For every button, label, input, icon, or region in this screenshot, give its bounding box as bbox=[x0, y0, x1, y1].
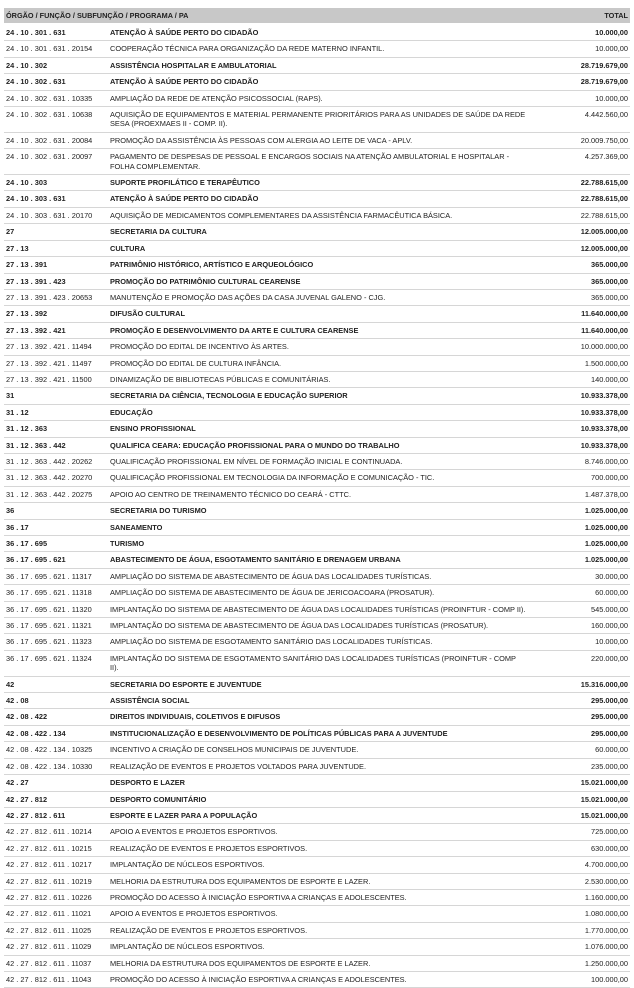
row-code: 42 . 08 . 422 . 134 . 10330 bbox=[6, 761, 93, 771]
row-description: SANEAMENTO bbox=[110, 522, 163, 532]
row-total: 11.640.000,00 bbox=[581, 325, 628, 335]
row-total: 12.005.000,00 bbox=[580, 227, 628, 237]
row-total: 1.076.000,00 bbox=[584, 942, 628, 952]
row-description: CULTURA bbox=[110, 243, 146, 253]
row-description: PROMOÇÃO E DESENVOLVIMENTO DA ARTE E CULTURA CEARENSE bbox=[110, 325, 359, 335]
row-description: TURISMO bbox=[110, 539, 145, 548]
table-row bbox=[4, 693, 630, 709]
row-description: ASSISTÊNCIA HOSPITALAR E AMBULATORIAL bbox=[110, 60, 277, 70]
row-description: PROMOÇÃO DO PATRIMÔNIO CULTURAL CEARENSE bbox=[110, 276, 301, 286]
row-code: 42 . 08 bbox=[6, 696, 29, 706]
row-total: 10.000,00 bbox=[595, 44, 628, 54]
row-code: 42 . 08 . 422 . 134 bbox=[6, 728, 66, 738]
row-description: ABASTECIMENTO DE ÁGUA, ESGOTAMENTO SANITÁRIO E DRENAGEM URBANA bbox=[110, 555, 401, 565]
row-description: ATENÇÃO À SAÚDE PERTO DO CIDADÃO bbox=[110, 194, 259, 204]
row-code: 31 . 12 . 363 . 442 . 20262 bbox=[6, 456, 93, 466]
row-total: 100.000,00 bbox=[591, 974, 628, 984]
row-description: EDUCAÇÃO bbox=[110, 407, 153, 417]
row-description: QUALIFICA CEARA: EDUCAÇÃO PROFISSIONAL PARA O MUNDO DO TRABALHO bbox=[110, 440, 400, 450]
row-code: 27 . 13 . 391 . 423 . 20653 bbox=[6, 292, 93, 302]
table-row bbox=[4, 454, 630, 470]
row-total: 20.009.750,00 bbox=[580, 135, 628, 145]
row-code: 42 . 27 . 812 . 611 . 11021 bbox=[6, 909, 92, 919]
table-row bbox=[4, 356, 630, 372]
table-row bbox=[4, 372, 630, 388]
row-description: QUALIFICAÇÃO PROFISSIONAL EM TECNOLOGIA DA INFORMAÇÃO E COMUNICAÇÃO - TIC. bbox=[110, 473, 435, 483]
table-row bbox=[4, 323, 630, 339]
row-description: PATRIMÔNIO HISTÓRICO, ARTÍSTICO E ARQUEOLÓGICO bbox=[110, 260, 314, 270]
table-row bbox=[4, 241, 630, 257]
row-code: 36 . 17 . 695 . 621 . 11324 bbox=[6, 653, 92, 663]
row-code: 31 . 12 . 363 . 442 . 20275 bbox=[6, 489, 93, 499]
row-description: COOPERAÇÃO TÉCNICA PARA ORGANIZAÇÃO DA REDE MATERNO INFANTIL. bbox=[110, 44, 385, 54]
row-code: 36 . 17 . 695 . 621 . 11317 bbox=[6, 571, 92, 581]
table-row bbox=[4, 585, 630, 601]
table-row bbox=[4, 224, 630, 240]
table-row bbox=[4, 175, 630, 191]
table-row bbox=[4, 552, 630, 568]
table-row bbox=[4, 191, 630, 207]
row-description: ATENÇÃO À SAÚDE PERTO DO CIDADÃO bbox=[110, 77, 259, 87]
table-row bbox=[4, 709, 630, 725]
table-row bbox=[4, 208, 630, 224]
row-total: 12.005.000,00 bbox=[580, 243, 628, 253]
row-total: 4.700.000,00 bbox=[584, 860, 628, 870]
row-total: 1.487.378,00 bbox=[584, 489, 628, 499]
row-description: AQUISIÇÃO DE MEDICAMENTOS COMPLEMENTARES DA ASSISTÊNCIA FARMACÊUTICA BÁSICA. bbox=[110, 210, 453, 220]
table-row bbox=[4, 890, 630, 906]
row-code: 24 . 10 . 302 . 631 . 20084 bbox=[6, 135, 93, 145]
row-code: 42 . 27 . 812 . 611 . 11037 bbox=[6, 958, 92, 968]
row-code: 27 . 13 . 392 . 421 . 11500 bbox=[6, 374, 92, 384]
row-description: DINAMIZAÇÃO DE BIBLIOTECAS PÚBLICAS E COMUNITÁRIAS. bbox=[110, 374, 331, 384]
row-total: 28.719.679,00 bbox=[580, 60, 628, 70]
row-description: DIREITOS INDIVIDUAIS, COLETIVOS E DIFUSOS bbox=[110, 712, 281, 722]
row-total: 1.025.000,00 bbox=[584, 522, 628, 532]
row-description: MANUTENÇÃO E PROMOÇÃO DAS AÇÕES DA CASA JUVENAL GALENO - CJG. bbox=[110, 292, 386, 302]
table-row bbox=[4, 956, 630, 972]
table-row bbox=[4, 438, 630, 454]
row-description: MELHORIA DA ESTRUTURA DOS EQUIPAMENTOS DE ESPORTE E LAZER. bbox=[110, 876, 371, 886]
row-total: 4.442.560,00 bbox=[584, 110, 628, 120]
row-code: 36 . 17 bbox=[6, 522, 29, 532]
row-code: 42 . 27 . 812 . 611 . 10226 bbox=[6, 892, 92, 902]
row-description: AMPLIAÇÃO DO SISTEMA DE ABASTECIMENTO DE ÁGUA DE JERICOACOARA (PROSATUR). bbox=[110, 588, 435, 598]
table-row bbox=[4, 421, 630, 437]
row-code: 36 . 17 . 695 . 621 . 11320 bbox=[6, 604, 92, 614]
table-row bbox=[4, 470, 630, 486]
row-total: 295.000,00 bbox=[591, 696, 628, 706]
table-row bbox=[4, 742, 630, 758]
table-row bbox=[4, 939, 630, 955]
table-row bbox=[4, 25, 630, 41]
table-row bbox=[4, 339, 630, 355]
row-total: 15.021.000,00 bbox=[580, 794, 628, 804]
row-description: ENSINO PROFISSIONAL bbox=[110, 424, 196, 434]
table-row bbox=[4, 808, 630, 824]
row-total: 140.000,00 bbox=[591, 374, 628, 384]
row-code: 31 . 12 bbox=[6, 407, 29, 417]
table-body bbox=[4, 25, 630, 988]
row-total: 160.000,00 bbox=[591, 621, 628, 631]
row-description: SUPORTE PROFILÁTICO E TERAPÊUTICO bbox=[110, 178, 260, 188]
row-description: APOIO AO CENTRO DE TREINAMENTO TÉCNICO DO CEARÁ - CTTC. bbox=[110, 489, 352, 499]
row-total: 8.746.000,00 bbox=[584, 456, 628, 466]
row-description: INCENTIVO A CRIAÇÃO DE CONSELHOS MUNICIPAIS DE JUVENTUDE. bbox=[110, 745, 359, 755]
table-row bbox=[4, 972, 630, 988]
row-total: 10.000,00 bbox=[595, 28, 628, 37]
row-total: 10.933.378,00 bbox=[580, 424, 628, 434]
table-row bbox=[4, 677, 630, 693]
row-total: 4.257.369,00 bbox=[584, 152, 628, 162]
row-description: INSTITUCIONALIZAÇÃO E DESENVOLVIMENTO DE POLÍTICAS PÚBLICAS PARA A JUVENTUDE bbox=[110, 728, 448, 738]
row-code: 27 . 13 bbox=[6, 243, 29, 253]
row-total: 10.000.000,00 bbox=[580, 342, 628, 352]
row-description: IMPLANTAÇÃO DO SISTEMA DE ABASTECIMENTO DE ÁGUA DAS LOCALIDADES TURÍSTICAS (PROINFTUR - COMP II). bbox=[110, 604, 526, 614]
row-description: DIFUSÃO CULTURAL bbox=[110, 309, 185, 319]
row-total: 295.000,00 bbox=[591, 712, 628, 722]
row-description: REALIZAÇÃO DE EVENTOS E PROJETOS ESPORTIVOS. bbox=[110, 925, 308, 935]
row-total: 630.000,00 bbox=[591, 843, 628, 853]
row-total: 28.719.679,00 bbox=[580, 77, 628, 87]
row-code: 27 . 13 . 391 . 423 bbox=[6, 276, 66, 286]
row-description: PROMOÇÃO DA ASSISTÊNCIA ÀS PESSOAS COM ALERGIA AO LEITE DE VACA - APLV. bbox=[110, 135, 413, 145]
row-description: ATENÇÃO À SAÚDE PERTO DO CIDADÃO bbox=[110, 28, 259, 37]
row-code: 36 . 17 . 695 . 621 . 11318 bbox=[6, 588, 92, 598]
row-code: 24 . 10 . 302 bbox=[6, 60, 48, 70]
row-total: 60.000,00 bbox=[595, 588, 628, 598]
row-code: 42 . 27 . 812 . 611 . 11025 bbox=[6, 925, 92, 935]
row-description: REALIZAÇÃO DE EVENTOS E PROJETOS ESPORTIVOS. bbox=[110, 843, 308, 853]
row-description: PROMOÇÃO DO ACESSO À INICIAÇÃO ESPORTIVA A CRIANÇAS E ADOLESCENTES. bbox=[110, 974, 407, 984]
table-row bbox=[4, 306, 630, 322]
row-code: 31 . 12 . 363 bbox=[6, 424, 48, 434]
row-description: DESPORTO E LAZER bbox=[110, 778, 186, 788]
row-total: 1.080.000,00 bbox=[584, 909, 628, 919]
row-total: 10.933.378,00 bbox=[580, 440, 628, 450]
table-row bbox=[4, 74, 630, 90]
table-row bbox=[4, 874, 630, 890]
row-total: 22.788.615,00 bbox=[580, 210, 628, 220]
row-description: PAGAMENTO DE DESPESAS DE PESSOAL E ENCARGOS SOCIAIS NA ATENÇÃO AMBULATORIAL E HOSPITALAR - FOLHA COMPLEMENTAR. bbox=[110, 152, 510, 171]
row-code: 24 . 10 . 301 . 631 bbox=[6, 28, 66, 37]
row-total: 365.000,00 bbox=[591, 276, 628, 286]
row-code: 31 . 12 . 363 . 442 . 20270 bbox=[6, 473, 93, 483]
row-total: 1.160.000,00 bbox=[584, 892, 628, 902]
row-code: 42 . 27 . 812 . 611 . 11043 bbox=[6, 974, 92, 984]
row-description: SECRETARIA DO TURISMO bbox=[110, 506, 207, 516]
row-code: 24 . 10 . 303 bbox=[6, 178, 48, 188]
table-row bbox=[4, 520, 630, 536]
table-row bbox=[4, 487, 630, 503]
row-total: 1.025.000,00 bbox=[584, 506, 628, 516]
row-code: 24 . 10 . 302 . 631 . 10638 bbox=[6, 110, 93, 120]
header-code-column: ÓRGÃO / FUNÇÃO / SUBFUNÇÃO / PROGRAMA / PA bbox=[6, 11, 189, 20]
row-total: 22.788.615,00 bbox=[580, 178, 628, 188]
row-code: 42 bbox=[6, 679, 15, 689]
table-row bbox=[4, 792, 630, 808]
row-code: 42 . 27 . 812 . 611 . 10217 bbox=[6, 860, 92, 870]
row-description: IMPLANTAÇÃO DO SISTEMA DE ABASTECIMENTO DE ÁGUA DAS LOCALIDADES TURÍSTICAS (PROSATUR). bbox=[110, 621, 489, 631]
row-code: 42 . 27 . 812 . 611 . 10214 bbox=[6, 827, 92, 837]
table-row bbox=[4, 923, 630, 939]
table-row bbox=[4, 759, 630, 775]
table-row bbox=[4, 651, 630, 677]
row-total: 235.000,00 bbox=[591, 761, 628, 771]
row-total: 15.021.000,00 bbox=[580, 810, 628, 820]
row-description: ESPORTE E LAZER PARA A POPULAÇÃO bbox=[110, 810, 258, 820]
row-description: DESPORTO COMUNITÁRIO bbox=[110, 794, 207, 804]
table-row bbox=[4, 618, 630, 634]
row-description: REALIZAÇÃO DE EVENTOS E PROJETOS VOLTADOS PARA JUVENTUDE. bbox=[110, 761, 366, 771]
row-description: IMPLANTAÇÃO DE NÚCLEOS ESPORTIVOS. bbox=[110, 860, 265, 870]
row-code: 36 bbox=[6, 506, 15, 516]
row-description: IMPLANTAÇÃO DO SISTEMA DE ESGOTAMENTO SANITÁRIO DAS LOCALIDADES TURÍSTICAS (PROINFTUR - COMP II). bbox=[110, 653, 516, 673]
row-description: APOIO A EVENTOS E PROJETOS ESPORTIVOS. bbox=[110, 827, 278, 837]
table-row bbox=[4, 107, 630, 133]
row-description: SECRETARIA DA CULTURA bbox=[110, 227, 207, 237]
row-total: 700.000,00 bbox=[591, 473, 628, 483]
row-description: PROMOÇÃO DO EDITAL DE CULTURA INFÂNCIA. bbox=[110, 358, 282, 368]
table-row bbox=[4, 257, 630, 273]
table-header bbox=[4, 8, 630, 23]
table-row bbox=[4, 536, 630, 552]
row-total: 2.530.000,00 bbox=[584, 876, 628, 886]
row-description: PROMOÇÃO DO ACESSO À INICIAÇÃO ESPORTIVA A CRIANÇAS E ADOLESCENTES. bbox=[110, 892, 407, 902]
row-code: 27 . 13 . 392 . 421 . 11494 bbox=[6, 342, 92, 352]
row-total: 1.770.000,00 bbox=[584, 925, 628, 935]
row-code: 31 bbox=[6, 391, 15, 401]
row-code: 24 . 10 . 302 . 631 bbox=[6, 77, 66, 87]
row-code: 42 . 27 bbox=[6, 778, 29, 788]
row-code: 27 . 13 . 392 . 421 bbox=[6, 325, 66, 335]
row-description: IMPLANTAÇÃO DE NÚCLEOS ESPORTIVOS. bbox=[110, 942, 265, 952]
table-row bbox=[4, 41, 630, 57]
row-code: 24 . 10 . 302 . 631 . 20097 bbox=[6, 152, 93, 162]
row-description: ASSISTÊNCIA SOCIAL bbox=[110, 696, 190, 706]
row-description: SECRETARIA DA CIÊNCIA, TECNOLOGIA E EDUCAÇÃO SUPERIOR bbox=[110, 391, 348, 401]
budget-table bbox=[4, 8, 630, 988]
row-total: 365.000,00 bbox=[591, 260, 628, 270]
header-total-column: TOTAL bbox=[604, 11, 628, 20]
table-row bbox=[4, 290, 630, 306]
table-row bbox=[4, 91, 630, 107]
row-description: AQUISIÇÃO DE EQUIPAMENTOS E MATERIAL PERMANENTE PRIORITÁRIOS PARA AS UNIDADES DE SAÚDE DA REDE SESA (PROEXMAES II - COMP. II). bbox=[110, 110, 526, 129]
row-total: 30.000,00 bbox=[595, 571, 628, 581]
table-row bbox=[4, 775, 630, 791]
row-total: 10.000,00 bbox=[595, 93, 628, 103]
table-row bbox=[4, 149, 630, 175]
row-code: 31 . 12 . 363 . 442 bbox=[6, 440, 66, 450]
table-row bbox=[4, 405, 630, 421]
row-code: 42 . 27 . 812 . 611 . 10215 bbox=[6, 843, 92, 853]
table-row bbox=[4, 388, 630, 404]
row-total: 10.000,00 bbox=[595, 637, 628, 647]
row-code: 36 . 17 . 695 . 621 . 11321 bbox=[6, 621, 92, 631]
row-total: 15.316.000,00 bbox=[580, 679, 628, 689]
row-total: 10.933.378,00 bbox=[580, 391, 628, 401]
table-row bbox=[4, 602, 630, 618]
table-row bbox=[4, 857, 630, 873]
table-row bbox=[4, 726, 630, 742]
row-code: 42 . 27 . 812 bbox=[6, 794, 48, 804]
row-description: AMPLIAÇÃO DA REDE DE ATENÇÃO PSICOSSOCIAL (RAPS). bbox=[110, 93, 323, 103]
row-code: 42 . 27 . 812 . 611 bbox=[6, 810, 66, 820]
row-total: 220.000,00 bbox=[591, 653, 628, 663]
table-row bbox=[4, 58, 630, 74]
table-row bbox=[4, 634, 630, 650]
row-total: 365.000,00 bbox=[591, 292, 628, 302]
table-row bbox=[4, 841, 630, 857]
row-total: 1.025.000,00 bbox=[584, 555, 628, 565]
row-description: QUALIFICAÇÃO PROFISSIONAL EM NÍVEL DE FORMAÇÃO INICIAL E CONTINUADA. bbox=[110, 456, 403, 466]
row-description: AMPLIAÇÃO DO SISTEMA DE ABASTECIMENTO DE ÁGUA DAS LOCALIDADES TURÍSTICAS. bbox=[110, 571, 432, 581]
table-row bbox=[4, 274, 630, 290]
row-description: AMPLIAÇÃO DO SISTEMA DE ESGOTAMENTO SANITÁRIO DAS LOCALIDADES TURÍSTICAS. bbox=[110, 637, 433, 647]
row-description: APOIO A EVENTOS E PROJETOS ESPORTIVOS. bbox=[110, 909, 278, 919]
row-total: 11.640.000,00 bbox=[581, 309, 628, 319]
row-description: MELHORIA DA ESTRUTURA DOS EQUIPAMENTOS DE ESPORTE E LAZER. bbox=[110, 958, 371, 968]
table-row bbox=[4, 906, 630, 922]
row-code: 36 . 17 . 695 . 621 . 11323 bbox=[6, 637, 92, 647]
row-code: 42 . 27 . 812 . 611 . 11029 bbox=[6, 942, 92, 952]
row-total: 545.000,00 bbox=[591, 604, 628, 614]
row-code: 36 . 17 . 695 . 621 bbox=[6, 555, 66, 565]
row-code: 24 . 10 . 301 . 631 . 20154 bbox=[6, 44, 93, 54]
row-total: 1.500.000,00 bbox=[584, 358, 628, 368]
row-total: 22.788.615,00 bbox=[580, 194, 628, 204]
row-code: 42 . 08 . 422 bbox=[6, 712, 48, 722]
row-code: 27 bbox=[6, 227, 15, 237]
row-code: 36 . 17 . 695 bbox=[6, 539, 48, 548]
row-code: 27 . 13 . 392 . 421 . 11497 bbox=[6, 358, 92, 368]
table-row bbox=[4, 503, 630, 519]
row-code: 24 . 10 . 302 . 631 . 10335 bbox=[6, 93, 93, 103]
row-total: 1.250.000,00 bbox=[584, 958, 628, 968]
row-total: 10.933.378,00 bbox=[580, 407, 628, 417]
row-total: 1.025.000,00 bbox=[584, 539, 628, 548]
row-code: 27 . 13 . 391 bbox=[6, 260, 48, 270]
row-code: 24 . 10 . 303 . 631 bbox=[6, 194, 66, 204]
table-row bbox=[4, 824, 630, 840]
row-total: 60.000,00 bbox=[595, 745, 628, 755]
row-total: 295.000,00 bbox=[591, 728, 628, 738]
row-code: 42 . 27 . 812 . 611 . 10219 bbox=[6, 876, 92, 886]
row-total: 15.021.000,00 bbox=[580, 778, 628, 788]
table-row bbox=[4, 133, 630, 149]
row-code: 24 . 10 . 303 . 631 . 20170 bbox=[6, 210, 93, 220]
row-total: 725.000,00 bbox=[591, 827, 628, 837]
row-code: 42 . 08 . 422 . 134 . 10325 bbox=[6, 745, 93, 755]
row-code: 27 . 13 . 392 bbox=[6, 309, 48, 319]
table-row bbox=[4, 569, 630, 585]
row-description: PROMOÇÃO DO EDITAL DE INCENTIVO ÀS ARTES. bbox=[110, 342, 289, 352]
row-description: SECRETARIA DO ESPORTE E JUVENTUDE bbox=[110, 679, 262, 689]
